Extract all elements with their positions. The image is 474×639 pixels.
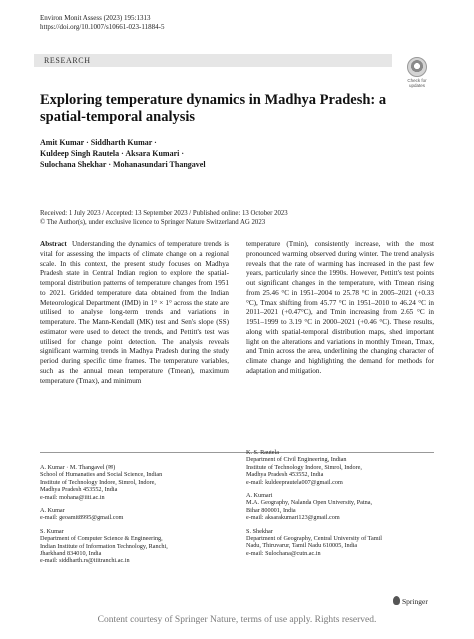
affiliation-block: [40, 464, 230, 501]
affiliation-line: K. S. Rautela: [246, 449, 279, 456]
affiliation-line: Nadu, Thiruvarur, Tamil Nadu 610005, India: [246, 542, 358, 550]
affiliation-line: Department of Computer Science & Engineering,: [40, 535, 163, 543]
email-link[interactable]: e-mail: kuldeeprautela007@gmail.com: [246, 478, 343, 486]
article-title: Exploring temperature dynamics in Madhya Pradesh: a spatial-temporal analysis: [40, 92, 387, 125]
affiliation-block: [246, 449, 436, 486]
affiliation-line: S. Kumar: [40, 527, 64, 535]
abstract-column-left: [40, 240, 229, 386]
abstract-text-right: temperature (Tmin), consistently increase, with the most pronounced warming observed during winter. The trend analysis reveals that the rate of warming has increased in the past few years, particularly since the 1990s. However, Pettitt's test points out significant changes in the temperature, with Tmean rising from 25.46 °C in 1951–2004 to 25.78 °C in 2005–2021 (+0.33 °C), Tmax shifting from 45.77 °C in 1951–2010 to 46.24 °C in 2011–2021 (+0.47°C), and Tmin increasing from 2.65 °C in 1951–1999 to 3.19 °C in 2000–2021 (+0.46 °C). These results, along with spatial-temporal distribution maps, shed important light on the alterations and variations in monthly Tmean, Tmax, and Tmin across the area, underlining the changing character of climate change and highlighting the demand for methods for adaptation and mitigation.: [246, 240, 434, 375]
affiliation-line: Madhya Pradesh 453552, India: [40, 486, 118, 494]
author-line: Amit Kumar · Siddharth Kumar ·: [40, 138, 157, 147]
affiliations-right: [246, 449, 436, 563]
copyright-line: © The Author(s), under exclusive licence to Springer Nature Switzerland AG 2023: [40, 218, 266, 226]
courtesy-banner: Content courtesy of Springer Nature, terms of use apply. Rights reserved.: [97, 615, 377, 625]
affiliation-line: Bihar 800001, India: [246, 506, 296, 514]
journal-header: [40, 14, 164, 32]
journal-citation: Environ Monit Assess (2023) 195:1313: [40, 14, 151, 22]
abstract-column-right: [246, 240, 434, 377]
crossmark-badge[interactable]: [404, 57, 430, 88]
crossmark-icon: [407, 57, 427, 77]
affiliations-left: [40, 464, 230, 571]
affiliation-line: Department of Geography, Central University of Tamil: [246, 535, 382, 543]
affiliation-line: M.A. Geography, Nalanda Open University, Patna,: [246, 499, 373, 507]
affiliation-line: Institute of Technology Indore, Simrol, Indore,: [246, 463, 362, 471]
affiliation-line: A. Kumari: [246, 492, 273, 500]
affiliation-block: [246, 492, 436, 522]
email-link[interactable]: e-mail: aksarakumari123@gmail.com: [246, 514, 340, 522]
publication-dates: [40, 210, 440, 227]
history-dates: Received: 1 July 2023 / Accepted: 13 September 2023 / Published online: 13 October 2023: [40, 210, 288, 217]
affiliation-line: Jharkhand 834010, India: [40, 550, 102, 558]
affiliation-line: Madhya Pradesh 453552, India: [246, 471, 324, 479]
affiliation-block: [246, 528, 436, 558]
author-line: Kuldeep Singh Rautela · Aksara Kumari ·: [40, 149, 185, 158]
publisher-mark: [393, 596, 428, 606]
affiliation-line: A. Kumar · M. Thangavel (✉): [40, 464, 116, 471]
affiliation-block: [40, 528, 230, 565]
doi-link[interactable]: https://doi.org/10.1007/s10661-023-11884-5: [40, 23, 165, 31]
author-line: Sulochana Shekhar · Mohanasundari Thangavel: [40, 160, 206, 169]
affiliation-line: Institute of Technology Indore, Simrol, Indore,: [40, 478, 156, 486]
affiliation-line: S. Shekhar: [246, 527, 273, 535]
email-link[interactable]: e-mail: mohana@iiti.ac.in: [40, 493, 105, 501]
section-label: RESEARCH: [44, 56, 91, 65]
abstract-label: Abstract: [40, 240, 67, 248]
affiliation-block: [40, 507, 230, 522]
publisher-name: Springer: [402, 597, 428, 606]
affiliation-line: Indian Institute of Information Technology, Ranchi,: [40, 542, 168, 550]
email-link[interactable]: e-mail: geoamit8995@gmail.com: [40, 514, 124, 522]
affiliation-line: Department of Civil Engineering, Indian: [246, 456, 347, 464]
abstract-text-left: Understanding the dynamics of temperature trends is vital for assessing the impacts of climate change on a regional scale. In this context, the present study focuses on Madhya Pradesh state in Central Indian region to explore the spatial-temporal distribution patterns of temperature changes from 1951 to 2021. Gridded temperature data obtained from the Indian Meteorological Department (IMD) in 1° × 1° across the state are utilised to analyse long-term trends and variations in temperature. The Mann-Kendall (MK) test and Sen's slope (SS) estimator were used to detect the trends, and Pettitt's test was utilised for change point detection. The analysis reveals significant warming trends in Madhya Pradesh during the study period during specific time frames. The temperature variables, such as the annual mean temperature (Tmean), maximum temperature (Tmax), and minimum: [40, 240, 229, 385]
affiliation-line: School of Humanaties and Social Science, Indian: [40, 471, 163, 479]
crossmark-label: Check for updates: [407, 78, 427, 88]
affiliation-line: A. Kumar: [40, 507, 65, 515]
email-link[interactable]: e-mail: siddharth.rs@iiitranchi.ac.in: [40, 557, 130, 565]
author-list: [40, 137, 420, 170]
springer-horse-icon: [393, 596, 400, 605]
email-link[interactable]: e-mail: Sulochana@cutn.ac.in: [246, 549, 321, 557]
